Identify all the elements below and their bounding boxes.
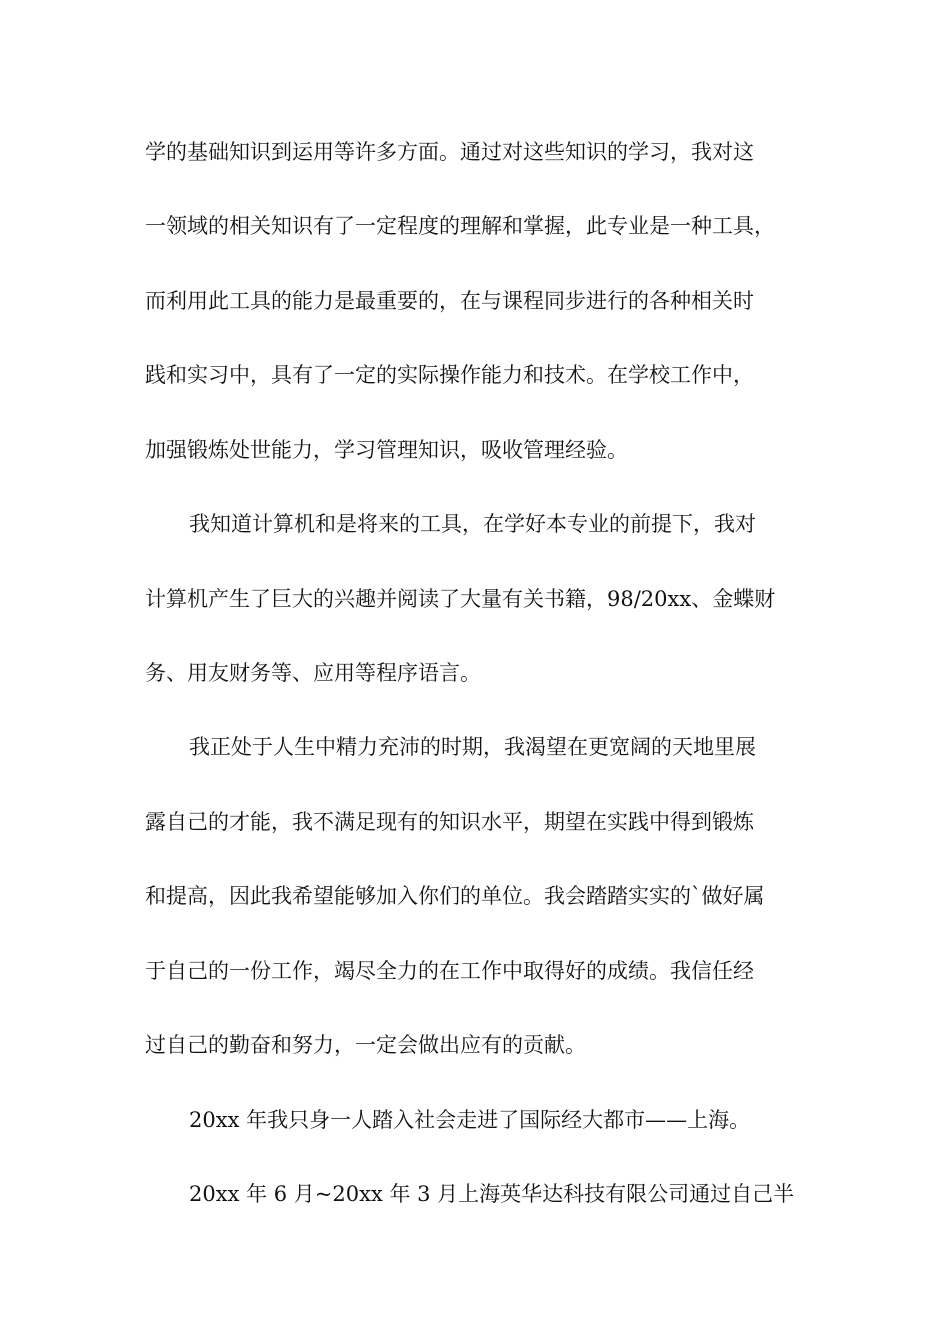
paragraph-line: 加强锻炼处世能力，学习管理知识，吸收管理经验。 [145, 438, 628, 462]
paragraph-line: 于自己的一份工作，竭尽全力的在工作中取得好的成绩。我信任经 [145, 959, 754, 983]
paragraph-line: 20xx 年 6 月~20xx 年 3 月上海英华达科技有限公司通过自己半 [189, 1182, 795, 1206]
paragraph-line: 践和实习中，具有了一定的实际操作能力和技术。在学校工作中， [145, 363, 754, 387]
paragraph-line: 我知道计算机和是将来的工具，在学好本专业的前提下，我对 [189, 512, 756, 536]
paragraph-line: 20xx 年我只身一人踏入社会走进了国际经大都市——上海。 [189, 1108, 751, 1132]
paragraph-line: 计算机产生了巨大的兴趣并阅读了大量有关书籍，98/20xx、金蝶财 [145, 587, 776, 611]
paragraph-line: 务、用友财务等、应用等程序语言。 [145, 661, 481, 685]
paragraph-line: 和提高，因此我希望能够加入你们的单位。我会踏踏实实的`做好属 [145, 884, 765, 908]
paragraph-line: 学的基础知识到运用等许多方面。通过对这些知识的学习，我对这 [145, 140, 754, 164]
paragraph-line: 而利用此工具的能力是最重要的，在与课程同步进行的各种相关时 [145, 289, 754, 313]
paragraph-line: 我正处于人生中精力充沛的时期，我渴望在更宽阔的天地里展 [189, 735, 756, 759]
paragraph-line: 一领域的相关知识有了一定程度的理解和掌握，此专业是一种工具， [145, 214, 775, 238]
paragraph-line: 露自己的才能，我不满足现有的知识水平，期望在实践中得到锻炼 [145, 810, 754, 834]
paragraph-line: 过自己的勤奋和努力，一定会做出应有的贡献。 [145, 1033, 586, 1057]
